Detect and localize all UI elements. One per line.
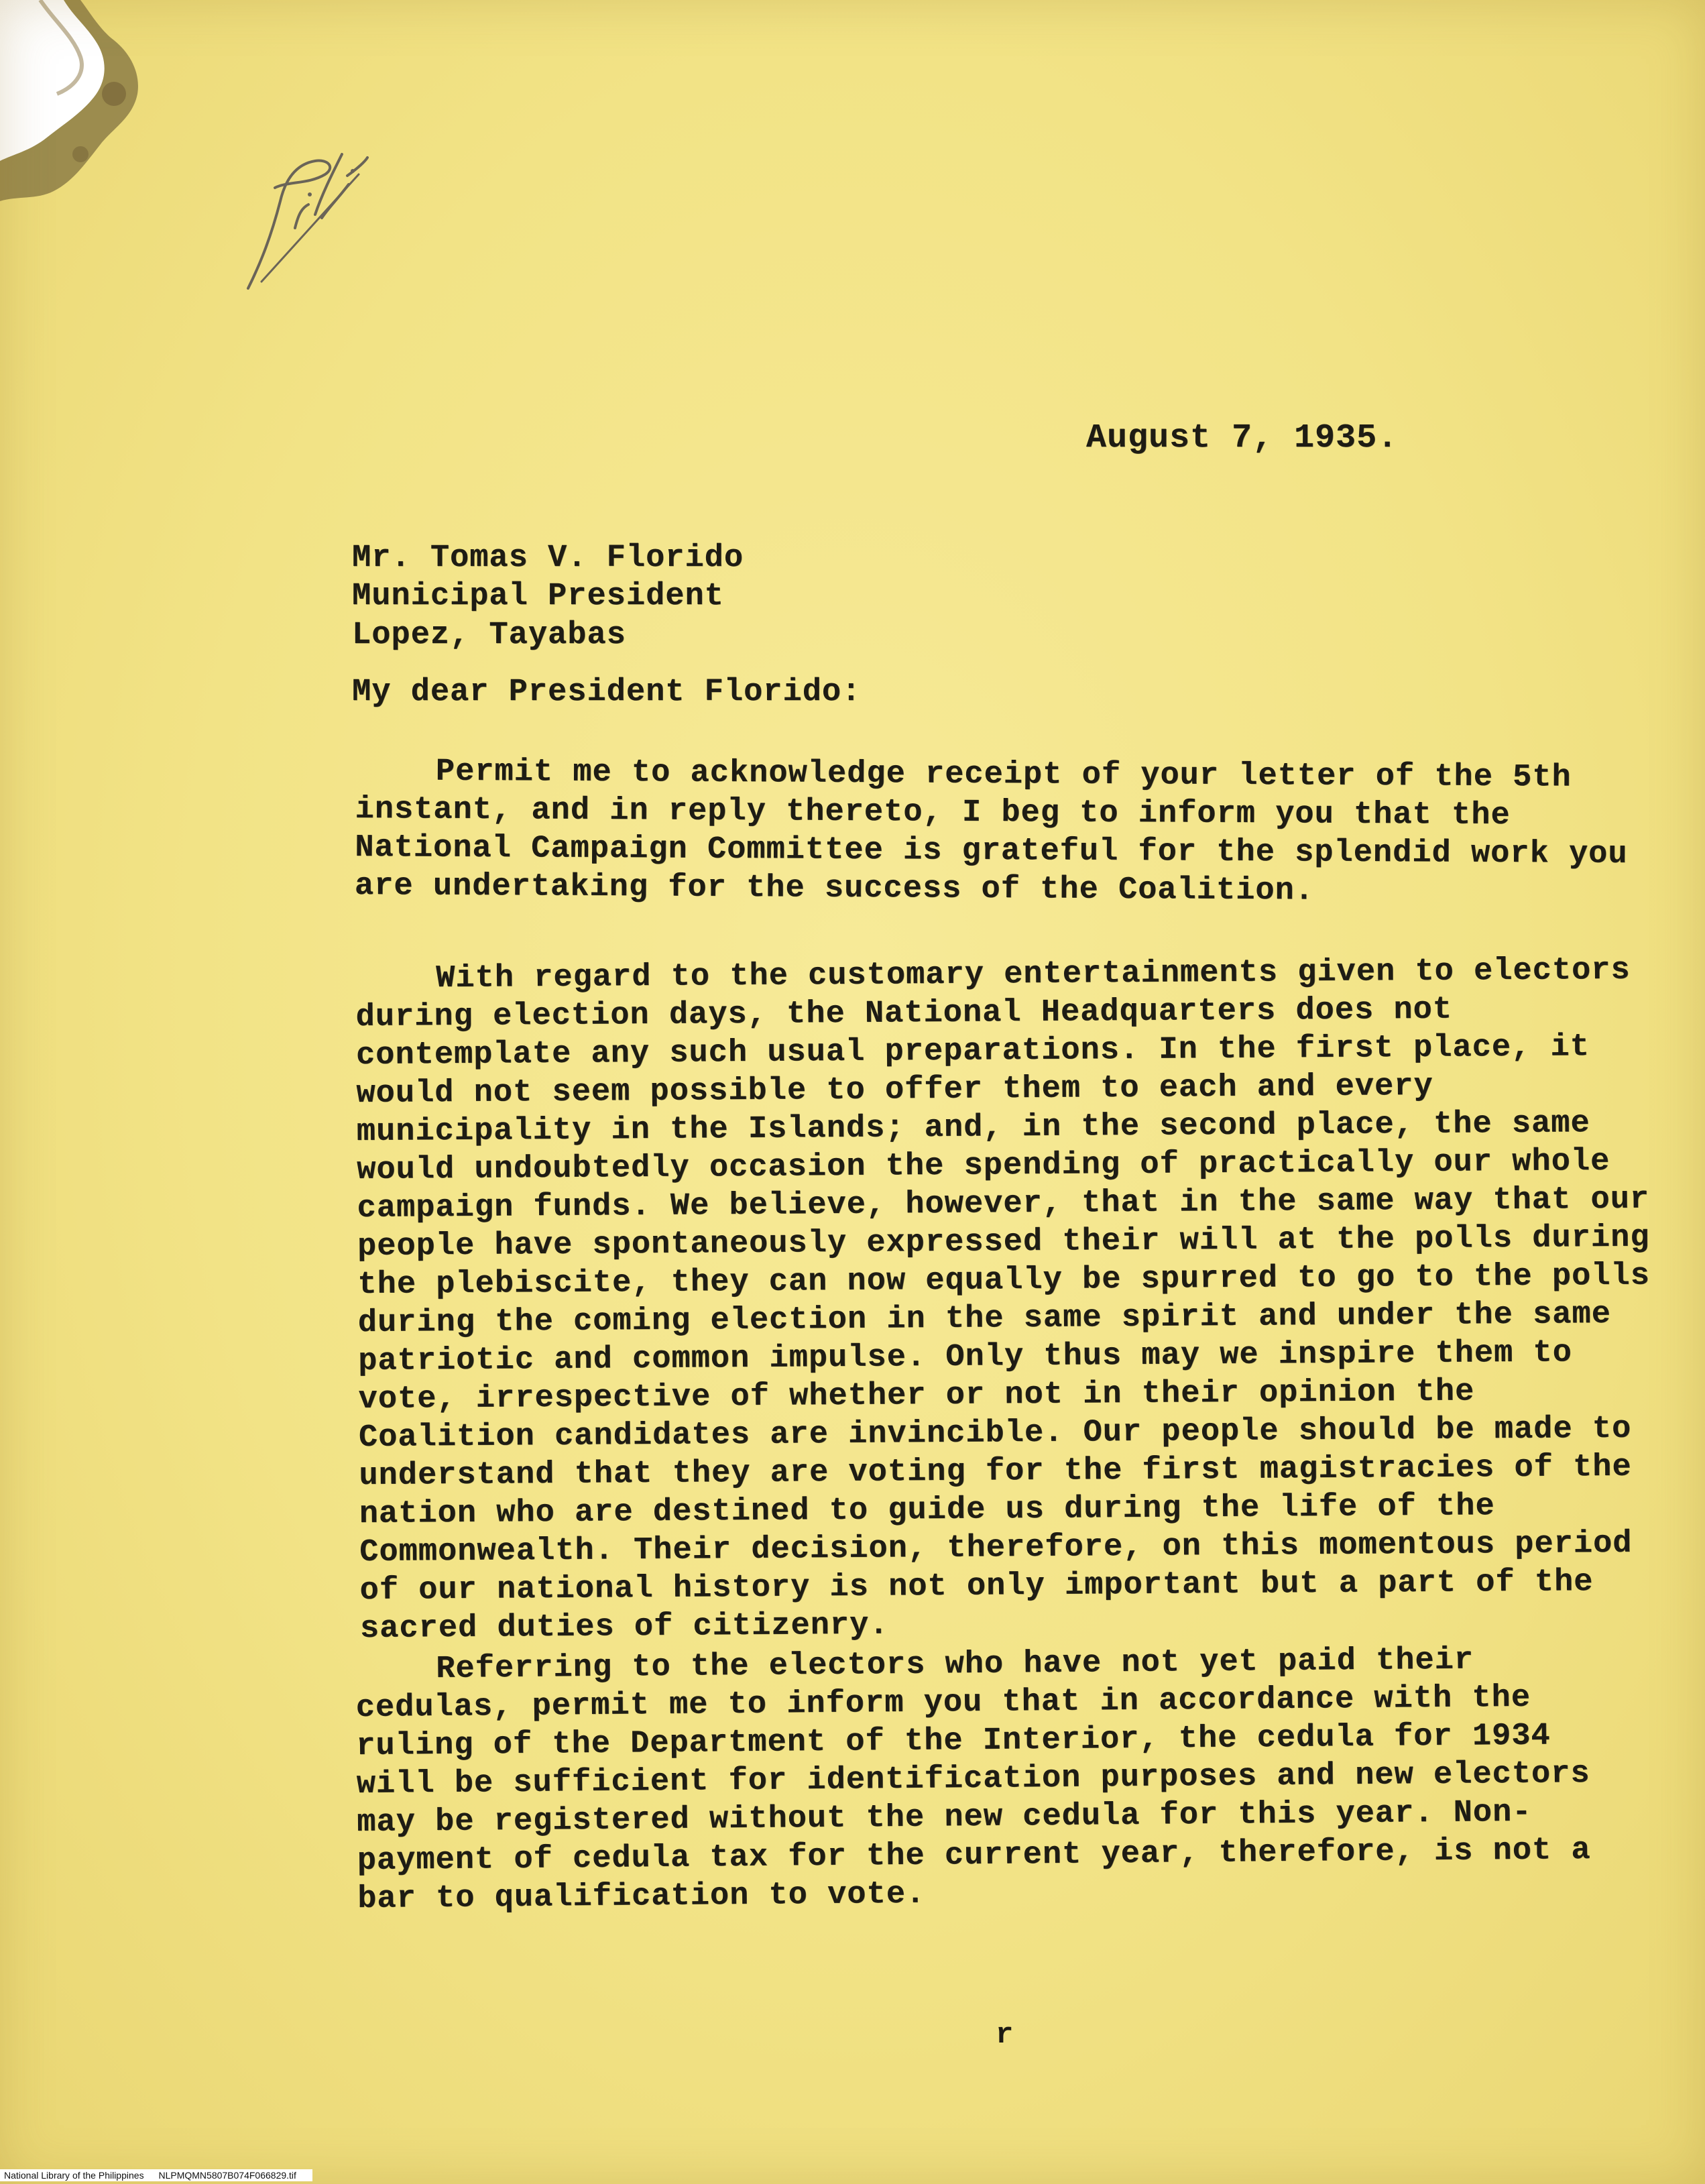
paragraph-cedulas: Referring to the electors who have not yet paid their cedulas, permit me to inform you that in accordance with the ruling of the Department of the Interior, the cedula for 1934 will be sufficient for identification purposes and new electors may be registered without the new cedula for this year. Non-payment of cedula tax for the current year, therefore, is not a bar to qualification to vote. <box>355 1642 1591 1917</box>
paragraph-acknowledgement: Permit me to acknowledge receipt of your letter of the 5th instant, and in reply thereto, I beg to inform you that the National Campaign Committee is grateful for the splendid work you are undertaking for the success of the Coalition. <box>354 754 1628 909</box>
paper-damage <box>0 0 174 215</box>
letter-date: August 7, 1935. <box>1086 419 1399 457</box>
recipient-title: Municipal President <box>352 579 724 614</box>
paragraph-entertainments: With regard to the customary entertainments given to electors during election days, the National Headquarters does not contemplate any such usual preparations. In the first place, it would not seem possible to offer them to each and every municipality in the Islands; and, in the second place, the same would undoubtedly occasion the spending of practically our whole campaign funds. We believe, however, that in the same way that our people have spontaneously expressed their will at the polls during the plebiscite, they can now equally be spurred to go to the polls during the coming election in the same spirit and under the same patriotic and common impulse. Only thus may we inspire them to vote, irrespective of whether or not in their opinion the Coalition candidates are invincible. Our people should be made to understand that they are voting for the first magistracies of the nation who are destined to guide us during the life of the Commonwealth. Their decision, therefore, on this momentous period of our national history is not only important but a part of the sacred duties of citizenry. <box>355 952 1651 1647</box>
archive-footer <box>0 2169 312 2181</box>
archive-name: National Library of the Philippines <box>4 2170 144 2181</box>
recipient-name: Mr. Tomas V. Florido <box>352 540 744 576</box>
handwritten-file-note <box>221 134 369 295</box>
page-continuation-mark: r <box>996 2018 1014 2052</box>
salutation: My dear President Florido: <box>352 675 862 710</box>
recipient-location: Lopez, Tayabas <box>352 618 626 653</box>
file-id: NLPMQMN5807B074F066829.tif <box>158 2170 296 2181</box>
